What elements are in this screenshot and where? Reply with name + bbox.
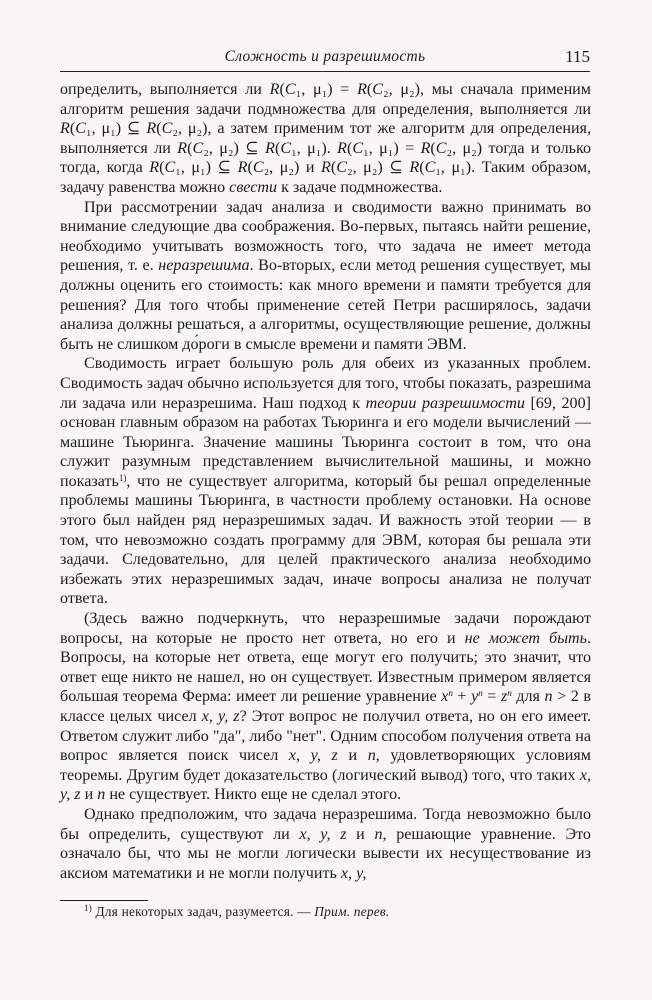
italic-run: C: [280, 139, 292, 157]
footnote-italic: Прим. перев.: [314, 904, 390, 919]
text-run: ₂, μ₂) ⊆: [347, 159, 410, 177]
italic-run: n: [374, 825, 383, 843]
page-number: 115: [565, 47, 590, 66]
text-run: ₁, μ₁) ⊆: [175, 159, 238, 177]
paragraph-5: [60, 805, 591, 883]
italic-run: x: [441, 688, 449, 706]
text-run: , удовлетворяющих условиям теоремы. Другим будет доказательство (логический вывод) того, что таких: [60, 747, 591, 784]
text-run: [69, 200] основан главным образом на работах Тьюринга и его модели вычислений — машине Тьюринга. Значение машины Тьюринга состоит в том, что она служит разумным представлением вычислительной машины, и можно показать: [60, 394, 592, 490]
text-run: ? Этот вопрос не получил ответа, но он его имеет. Ответом служит либо "да", либо "нет". Одним способом получения ответа на вопрос является поиск чисел: [60, 708, 591, 765]
italic-run: x, y, z: [288, 747, 338, 765]
text-run: (: [156, 120, 162, 138]
italic-run: x, y, z: [201, 708, 240, 725]
text-run: ₁, μ₁) ⊆: [85, 120, 147, 138]
italic-run: R: [409, 159, 420, 177]
text-run: ₁, μ₁) =: [363, 139, 421, 157]
text-run: . Вопросы, на которые нет ответа, еще могут его получить; это значит, что ответ еще никто не нашел, но он существует. Известным примером является большая теорема Ферма: имеет ли решение уравнение: [60, 629, 591, 706]
text-run: ₂, μ₂), мы сначала применим алгоритм решения задачи подмножества для определения, выполняется ли: [60, 81, 591, 118]
italic-run: теории разрешимости: [365, 394, 525, 412]
italic-run: n: [367, 747, 376, 765]
text-run: ₂, μ₂) ⊆: [203, 139, 266, 157]
text-run: (Здесь важно подчеркнуть, что неразрешимые задачи порождают вопросы, на которые не просто нет ответа, но его и: [60, 610, 591, 647]
italic-run: y: [471, 688, 479, 706]
italic-run: R: [237, 159, 248, 177]
footnote-marker: 1): [84, 903, 92, 913]
paragraph-4: [60, 609, 591, 805]
footnote-text: Для некоторых задач, разумеется. —: [91, 904, 315, 919]
italic-run: n: [544, 688, 553, 706]
text-run: для: [511, 688, 545, 706]
italic-run: C: [284, 81, 296, 98]
text-run: (: [346, 139, 353, 157]
text-run: ₂, μ₂) тогда и только тогда, когда: [60, 139, 592, 177]
text-run: (: [430, 139, 436, 157]
italic-run: x, y, z: [60, 766, 591, 804]
text-run: Сводимость играет большую роль для обеих из указанных проблем. Сводимость задач обычно используется для того, чтобы показать, разрешима ли задача или неразрешима. Наш подход к: [60, 355, 591, 412]
italic-run: n: [97, 786, 106, 804]
paragraph-3: [60, 354, 591, 609]
italic-run: C: [372, 81, 384, 98]
italic-run: C: [336, 159, 347, 177]
text-run: определить, выполняется ли: [60, 81, 270, 98]
text-run: ₂, μ₂) и: [263, 159, 322, 177]
text-run: не существует. Никто еще не сделал этого.: [105, 786, 402, 804]
italic-run: x, y,: [340, 864, 367, 882]
text-run: (: [69, 120, 76, 138]
footnote: [84, 903, 592, 920]
text-run: =: [482, 688, 501, 706]
text-run: (: [159, 159, 165, 177]
text-run: (: [279, 81, 285, 98]
text-run: > 2 в классе целых чисел: [60, 688, 592, 725]
paragraph-1: [60, 80, 591, 198]
italic-run: C: [252, 159, 264, 177]
italic-run: R: [321, 159, 331, 177]
superscript: n: [448, 688, 453, 699]
italic-run: C: [352, 139, 364, 157]
running-title: Сложность и разрешимость: [224, 48, 426, 65]
italic-run: C: [192, 139, 204, 157]
italic-run: R: [265, 139, 275, 157]
italic-run: R: [146, 120, 157, 138]
text-run: . Во-вторых, если метод решения существует, мы должны оценить его стоимость: как много времени и памяти требуется для решения? Для того чтобы применение сетей Петри расширялось, задачи анализа должны решаться, а алгоритмы, осуществляющие решение, должны быть не слишком до́роги в смысле времени и памяти ЭВМ.: [60, 257, 591, 353]
text-run: (: [330, 159, 337, 177]
paragraph-2: [60, 198, 591, 355]
italic-run: R: [269, 81, 280, 98]
italic-run: R: [177, 139, 188, 157]
text-run: , решающие уравнение. Это означало бы, что мы не могли логически вывести их несуществование из аксиом математики и не могли получить: [60, 825, 591, 882]
superscript: 1): [118, 472, 127, 483]
text-run: ₁, μ₁).: [291, 139, 338, 157]
text-run: ₁, μ₁). Таким образом, задачу равенства можно: [60, 159, 592, 196]
text-run: и: [337, 747, 368, 765]
italic-run: R: [420, 139, 431, 157]
italic-run: R: [149, 159, 160, 177]
italic-run: не может быть: [464, 629, 587, 647]
italic-run: z: [500, 688, 508, 706]
italic-run: C: [75, 120, 86, 138]
italic-run: R: [337, 139, 347, 157]
italic-run: неразрешима: [158, 257, 250, 275]
italic-run: R: [357, 81, 367, 98]
text-run: ₁, μ₁) =: [295, 81, 358, 98]
body-text: [60, 80, 591, 883]
italic-run: C: [161, 120, 173, 138]
running-header: [60, 48, 590, 72]
superscript: n: [478, 688, 483, 699]
superscript: n: [507, 688, 512, 699]
text-run: и: [346, 825, 375, 843]
text-run: +: [452, 688, 472, 706]
text-run: (: [366, 81, 373, 98]
text-run: (: [274, 139, 281, 157]
text-run: ₂, μ₂), а затем применим тот же алгоритм для определения, выполняется ли: [60, 120, 591, 157]
text-run: Однако предположим, что задача неразрешима. Тогда невозможно было бы определить, существуют ли: [60, 805, 591, 843]
text-run: (: [419, 159, 425, 177]
text-run: к задаче подмножества.: [277, 178, 443, 196]
italic-run: C: [435, 139, 447, 157]
italic-run: C: [164, 159, 176, 177]
italic-run: R: [60, 120, 70, 138]
text-run: (: [247, 159, 253, 177]
text-run: , что не существует алгоритма, который бы решал определенные проблемы машины Тьюринга, в частности проблему остановки. На основе этого был найден ряд неразрешимых задач. И важность этой теории — в том, что невозможно создать программу для ЭВМ, которая бы решала эти задачи. Следовательно, для целей практического анализа необходимо избежать этих неразрешимых задач, иначе вопросы анализа не получат ответа.: [60, 472, 591, 608]
header-rule: [60, 71, 590, 72]
text-run: и: [80, 786, 98, 804]
text-run: (: [187, 139, 193, 157]
text-run: При рассмотрении задач анализа и сводимости важно принимать во внимание следующие два соображения. Во-первых, пытаясь найти решение, необходимо учитывать возможность того, что задача не имеет метода решения, т. е.: [60, 198, 591, 275]
italic-run: свести: [229, 178, 278, 196]
footnote-rule: [60, 900, 148, 901]
italic-run: x, y, z: [299, 825, 347, 843]
italic-run: C: [424, 159, 436, 177]
